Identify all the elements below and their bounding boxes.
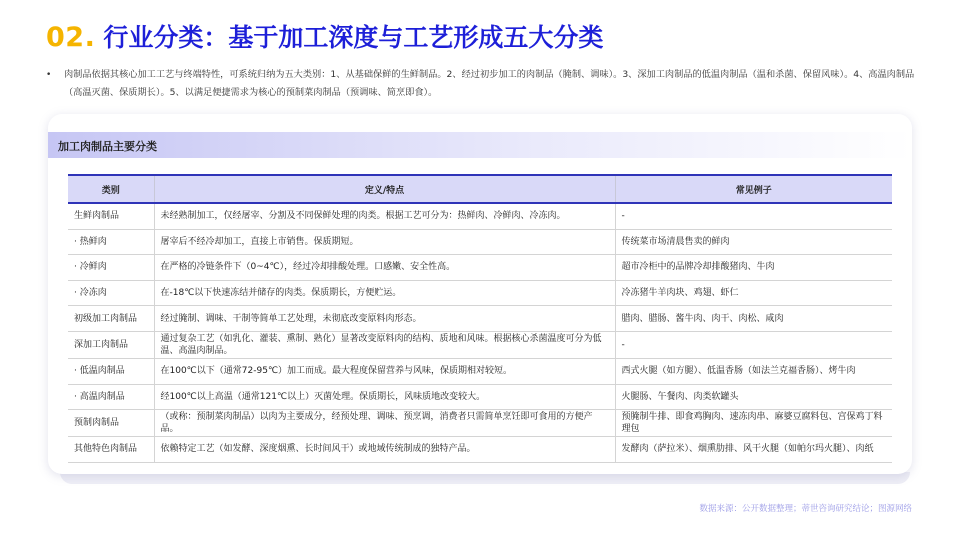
cell-definition: 未经熟制加工，仅经屠宰、分割及不同保鲜处理的肉类。根据工艺可分为：热鲜肉、冷鲜肉、冷冻肉。	[154, 203, 615, 229]
cell-definition: 经过腌制、调味、干制等简单工艺处理，未彻底改变原料肉形态。	[154, 306, 615, 332]
cell-examples: 发酵肉（萨拉米）、烟熏肋排、风干火腿（如帕尔玛火腿）、肉纸	[615, 437, 892, 463]
bullet-icon: •	[46, 70, 52, 80]
table-header-row	[68, 175, 892, 203]
table-row	[68, 410, 892, 437]
cell-definition: 屠宰后不经冷却加工，直接上市销售。保质期短。	[154, 229, 615, 255]
cell-category: 预制肉制品	[68, 410, 154, 437]
cell-category: · 冷鲜肉	[68, 255, 154, 281]
table-row	[68, 437, 892, 463]
column-header-examples: 常见例子	[615, 175, 892, 203]
table-row	[68, 306, 892, 332]
intro-text: 肉制品依据其核心加工工艺与终端特性，可系统归纳为五大类别：1、从基础保鲜的生鲜制品。2、经过初步加工的肉制品（腌制、调味）。3、深加工肉制品的低温肉制品（温和杀菌、保留风味）。4、高温肉制品（高温灭菌、保质期长）。5、以满足便捷需求为核心的预制菜肉制品（预调味、简烹即食）。	[64, 69, 915, 98]
card-title: 加工肉制品主要分类	[58, 140, 157, 153]
cell-examples: 冷冻猪牛羊肉块、鸡翅、虾仁	[615, 280, 892, 306]
page-title	[46, 18, 603, 54]
cell-examples: 传统菜市场清晨售卖的鲜肉	[615, 229, 892, 255]
cell-examples: 预腌制牛排、即食鸡胸肉、速冻肉串、麻婆豆腐料包、宫保鸡丁料理包	[615, 410, 892, 437]
cell-category: 初级加工肉制品	[68, 306, 154, 332]
classification-table	[68, 174, 892, 463]
cell-definition: 通过复杂工艺（如乳化、灌装、熏制、熟化）显著改变原料肉的结构、质地和风味。根据核心杀菌温度可分为低温、高温肉制品。	[154, 331, 615, 358]
card-header	[48, 132, 912, 158]
title-text: 行业分类：基于加工深度与工艺形成五大分类	[103, 23, 604, 52]
section-number: 02.	[46, 22, 96, 53]
cell-category: · 低温肉制品	[68, 358, 154, 384]
cell-examples: 火腿肠、午餐肉、肉类软罐头	[615, 384, 892, 410]
table-row	[68, 280, 892, 306]
intro-paragraph	[46, 66, 926, 102]
cell-examples: -	[615, 203, 892, 229]
cell-category: 生鲜肉制品	[68, 203, 154, 229]
cell-category: 深加工肉制品	[68, 331, 154, 358]
cell-examples: 超市冷柜中的品牌冷却排酸猪肉、牛肉	[615, 255, 892, 281]
cell-definition: 在100℃以下（通常72-95℃）加工而成。最大程度保留营养与风味，保质期相对较短。	[154, 358, 615, 384]
cell-category: · 高温肉制品	[68, 384, 154, 410]
cell-definition: （或称：预制菜肉制品）以肉为主要成分，经预处理、调味、预烹调，消费者只需简单烹饪即可食用的方便产品。	[154, 410, 615, 437]
classification-card	[48, 114, 912, 474]
cell-category: · 冷冻肉	[68, 280, 154, 306]
cell-definition: 在严格的冷链条件下（0~4℃），经过冷却排酸处理。口感嫩、安全性高。	[154, 255, 615, 281]
cell-examples: 西式火腿（如方腿）、低温香肠（如法兰克福香肠）、烤牛肉	[615, 358, 892, 384]
table-row	[68, 358, 892, 384]
table-row	[68, 229, 892, 255]
table-row	[68, 331, 892, 358]
cell-definition: 经100℃以上高温（通常121℃以上）灭菌处理。保质期长，风味质地改变较大。	[154, 384, 615, 410]
table-row	[68, 384, 892, 410]
data-source-note: 数据来源：公开数据整理；蒂世咨询研究结论；图源网络	[699, 504, 912, 514]
cell-category: 其他特色肉制品	[68, 437, 154, 463]
table-row	[68, 203, 892, 229]
cell-category: · 热鲜肉	[68, 229, 154, 255]
column-header-category: 类别	[68, 175, 154, 203]
cell-examples: 腊肉、腊肠、酱牛肉、肉干、肉松、咸肉	[615, 306, 892, 332]
cell-definition: 依赖特定工艺（如发酵、深度烟熏、长时间风干）或地域传统制成的独特产品。	[154, 437, 615, 463]
cell-definition: 在-18℃以下快速冻结并储存的肉类。保质期长，方便贮运。	[154, 280, 615, 306]
column-header-definition: 定义/特点	[154, 175, 615, 203]
cell-examples: -	[615, 331, 892, 358]
table-row	[68, 255, 892, 281]
